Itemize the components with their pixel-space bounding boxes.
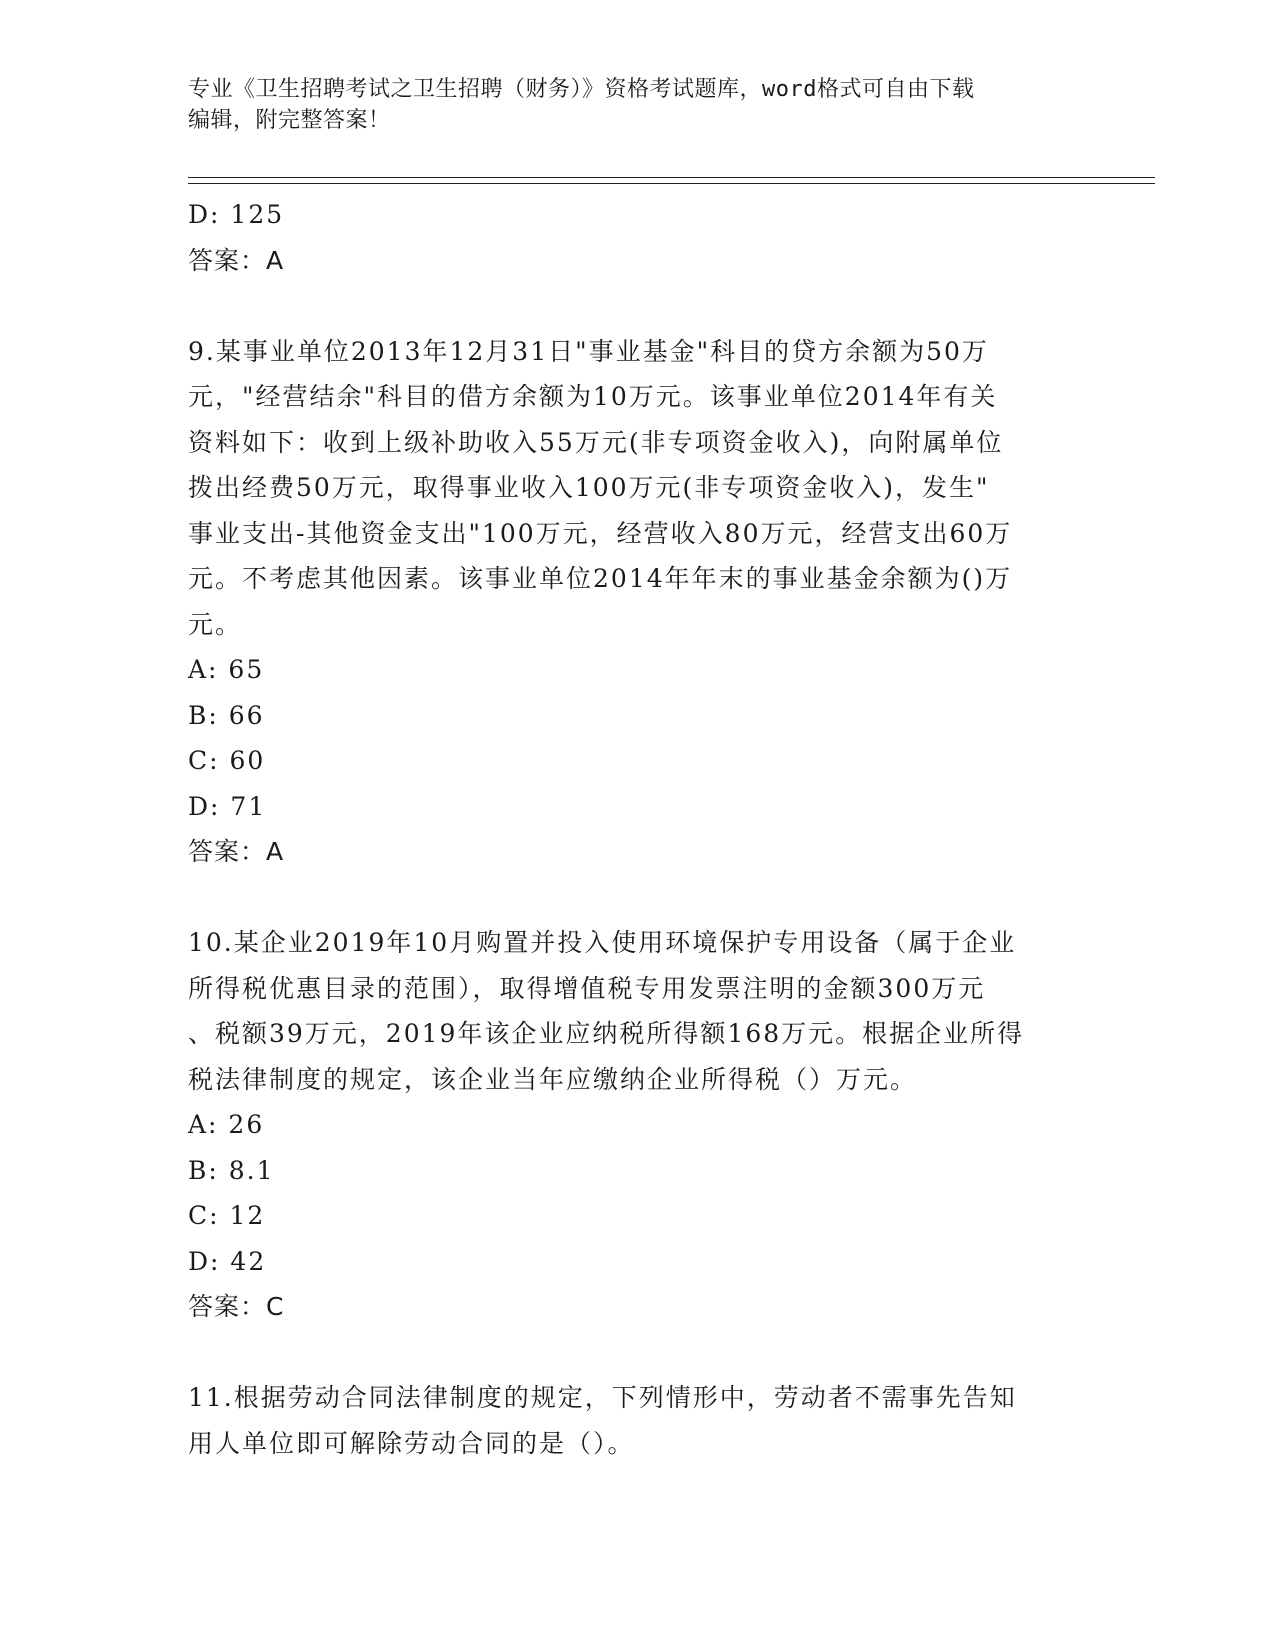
question-line: 所得税优惠目录的范围），取得增值税专用发票注明的金额300万元 bbox=[188, 973, 986, 1003]
question-9 bbox=[188, 329, 1088, 875]
page-header bbox=[188, 74, 1088, 136]
question-text bbox=[188, 1375, 1088, 1466]
spacer bbox=[188, 1330, 1088, 1376]
option-b: B: 66 bbox=[188, 700, 265, 730]
question-line: 元。 bbox=[188, 609, 243, 639]
answer: 答案：A bbox=[188, 245, 285, 275]
header-divider-top bbox=[188, 177, 1155, 178]
question-line: 资料如下：收到上级补助收入55万元(非专项资金收入)，向附属单位 bbox=[188, 427, 1004, 457]
question-11 bbox=[188, 1375, 1088, 1466]
option-d: D: 71 bbox=[188, 791, 267, 821]
question-text bbox=[188, 329, 1088, 648]
question-10 bbox=[188, 920, 1088, 1330]
option-d: D: 42 bbox=[188, 1246, 267, 1276]
question-line: 用人单位即可解除劳动合同的是（）。 bbox=[188, 1428, 635, 1458]
header-divider-bottom bbox=[188, 183, 1155, 184]
question-line: 拨出经费50万元，取得事业收入100万元(非专项资金收入)，发生" bbox=[188, 473, 990, 502]
question-line: 、税额39万元，2019年该企业应纳税所得额168万元。根据企业所得 bbox=[188, 1019, 1025, 1048]
option-d: D: 125 bbox=[188, 200, 285, 229]
option-a: A: 26 bbox=[188, 1110, 265, 1139]
option-c: C: 12 bbox=[188, 1201, 266, 1230]
spacer bbox=[188, 875, 1088, 921]
question-line: 事业支出-其他资金支出"100万元，经营收入80万元，经营支出60万 bbox=[188, 518, 1013, 548]
header-line-2: 编辑，附完整答案！ bbox=[188, 108, 391, 133]
option-b: B: 8.1 bbox=[188, 1155, 275, 1185]
question-line: 9.某事业单位2013年12月31日"事业基金"科目的贷方余额为50万 bbox=[188, 336, 989, 366]
question-content bbox=[188, 192, 1088, 1466]
prev-question bbox=[188, 192, 1088, 283]
question-line: 10.某企业2019年10月购置并投入使用环境保护专用设备（属于企业 bbox=[188, 928, 1017, 957]
option-c: C: 60 bbox=[188, 746, 266, 775]
question-line: 税法律制度的规定，该企业当年应缴纳企业所得税（）万元。 bbox=[188, 1064, 918, 1094]
spacer bbox=[188, 283, 1088, 329]
question-line: 元。不考虑其他因素。该事业单位2014年年末的事业基金余额为()万 bbox=[188, 564, 1013, 593]
question-text bbox=[188, 920, 1088, 1102]
header-line-1: 专业《卫生招聘考试之卫生招聘（财务）》资格考试题库，word格式可自由下载 bbox=[188, 77, 975, 102]
option-a: A: 65 bbox=[188, 655, 265, 684]
answer: 答案：A bbox=[188, 837, 285, 866]
question-line: 11.根据劳动合同法律制度的规定，下列情形中，劳动者不需事先告知 bbox=[188, 1383, 1017, 1412]
question-line: 元，"经营结余"科目的借方余额为10万元。该事业单位2014年有关 bbox=[188, 382, 998, 411]
answer: 答案：C bbox=[188, 1292, 285, 1321]
